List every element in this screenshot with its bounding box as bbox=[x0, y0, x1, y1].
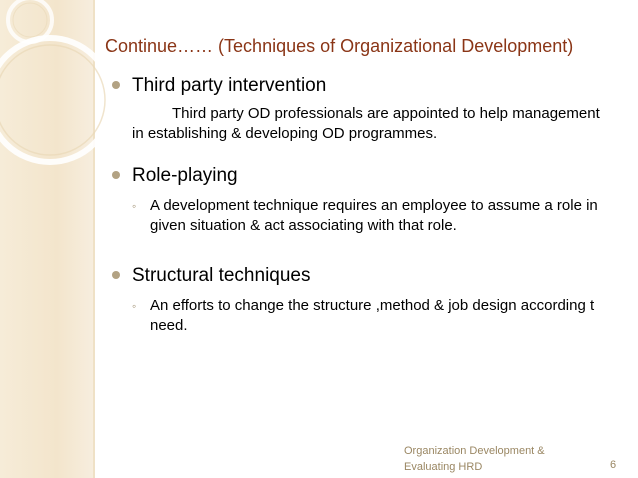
bullet-icon bbox=[112, 271, 120, 279]
list-item-structural bbox=[112, 264, 622, 336]
sub-item bbox=[132, 296, 622, 336]
slide-content bbox=[112, 74, 622, 336]
item-heading: Third party intervention bbox=[132, 75, 327, 96]
item-description: A development technique requires an employee to assume a role in given situation & act associating with that role. bbox=[150, 197, 598, 234]
bullet-icon bbox=[112, 171, 120, 179]
decorative-side-band bbox=[0, 0, 95, 478]
list-item-third-party bbox=[112, 74, 622, 144]
sub-bullet-icon: ◦ bbox=[132, 299, 137, 313]
sub-item bbox=[132, 196, 622, 236]
item-description: An efforts to change the structure ,method & job design according t need. bbox=[150, 297, 595, 334]
page-number: 6 bbox=[610, 459, 617, 471]
sub-bullet-icon: ◦ bbox=[132, 199, 137, 213]
footer-line-2: Evaluating HRD bbox=[404, 461, 483, 473]
slide-title: Continue…… (Techniques of Organizational Development) bbox=[105, 36, 574, 56]
item-description: Third party OD professionals are appointed to help management in establishing & developing OD programmes. bbox=[132, 105, 600, 142]
item-heading: Structural techniques bbox=[132, 265, 311, 286]
footer-text bbox=[404, 443, 545, 475]
list-item-role-playing bbox=[112, 164, 622, 236]
bullet-icon bbox=[112, 81, 120, 89]
footer-line-1: Organization Development & bbox=[404, 445, 545, 457]
item-heading: Role-playing bbox=[132, 165, 238, 186]
